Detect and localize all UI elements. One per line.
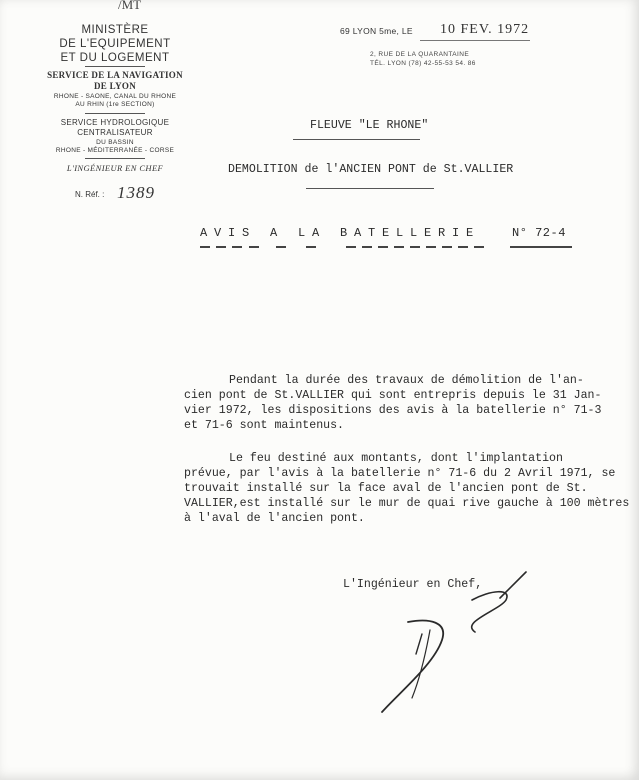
underline-dash [276,246,286,248]
body-line: Le feu destiné aux montants, dont l'implantation [229,452,563,465]
underline-dash [249,246,259,248]
service-sub-line: RHONE - SAONE, CANAL DU RHONE [53,93,177,100]
underline-dash [216,246,226,248]
letterhead-divider [85,158,145,159]
body-line: cien pont de St.VALLIER qui sont entrepris depuis le 31 Jan- [184,389,602,402]
underline-dash [426,246,436,248]
subject-rule [293,139,420,140]
underline-dash [410,246,420,248]
city-date-prefix: 69 LYON 5me, LE [340,26,413,36]
hydro-line: SERVICE HYDROLOGIQUE [60,118,170,127]
hydro-sub-line: RHONE - MÉDITERRANÉE - CORSE [55,147,175,154]
signatory-title: L'Ingénieur en Chef, [343,578,483,591]
engineer-title: L'INGÉNIEUR EN CHEF [66,163,164,173]
letter-date: 10 FEV. 1972 [440,22,530,37]
service-line: SERVICE DE LA NAVIGATION [47,70,183,80]
hydro-line: CENTRALISATEUR [77,128,153,137]
phone: TÉL. LYON (78) 42-55-53 54. 86 [370,60,476,67]
date-underline [420,40,530,41]
service-subtitle [30,93,200,109]
body-line: prévue, par l'avis à la batellerie n° 71-6 du 2 Avril 1971, se [184,467,616,480]
underline-dash [458,246,468,248]
hydro-sub-line: DU BASSIN [96,139,134,146]
underline-dash [346,246,356,248]
address: 2, RUE DE LA QUARANTAINE [370,51,470,58]
underline-dash [442,246,452,248]
notice-title: AVIS A LA BATELLERIE [200,226,481,240]
underline-dash [394,246,404,248]
body-line: à l'aval de l'ancien pont. [184,512,365,525]
ref-label: N. Réf. : [75,190,105,199]
notice-number: N° 72-4 [512,226,566,240]
handwritten-signature [330,560,560,730]
underline-dash [232,246,242,248]
work-heading: DEMOLITION de l'ANCIEN PONT de St.VALLIER [228,163,514,176]
underline-dash [474,246,484,248]
ministry-line: MINISTÈRE [81,24,149,36]
ministry-line: DE L'EQUIPEMENT [59,38,171,50]
subject-rule [306,188,434,189]
underline-dash [306,246,316,248]
ministry-block [30,23,200,65]
letterhead-divider [85,66,145,67]
notice-number-underline [510,246,572,248]
ref-number: 1389 [117,183,155,202]
body-line: trouvait installé sur la face aval de l'ancien pont de St. [184,482,588,495]
body-line: vier 1972, les dispositions des avis à la batellerie n° 71-3 [184,404,602,417]
hydro-subtitle [30,139,200,155]
top-mark: /MT [118,0,142,12]
underline-dash [362,246,372,248]
underline-dash [378,246,388,248]
service-line: DE LYON [93,81,137,91]
hydro-block [30,118,200,138]
ministry-line: ET DU LOGEMENT [60,52,170,64]
letterhead-divider [85,113,145,114]
river-heading: FLEUVE "LE RHONE" [310,119,429,132]
service-sub-line: AU RHIN (1re SECTION) [75,101,155,108]
underline-dash [200,246,210,248]
body-line: VALLIER,est installé sur le mur de quai rive gauche à 100 mètres [184,497,630,510]
body-line: Pendant la durée des travaux de démolition de l'an- [229,374,584,387]
service-block [30,70,200,92]
body-line: et 71-6 sont maintenus. [184,419,345,432]
